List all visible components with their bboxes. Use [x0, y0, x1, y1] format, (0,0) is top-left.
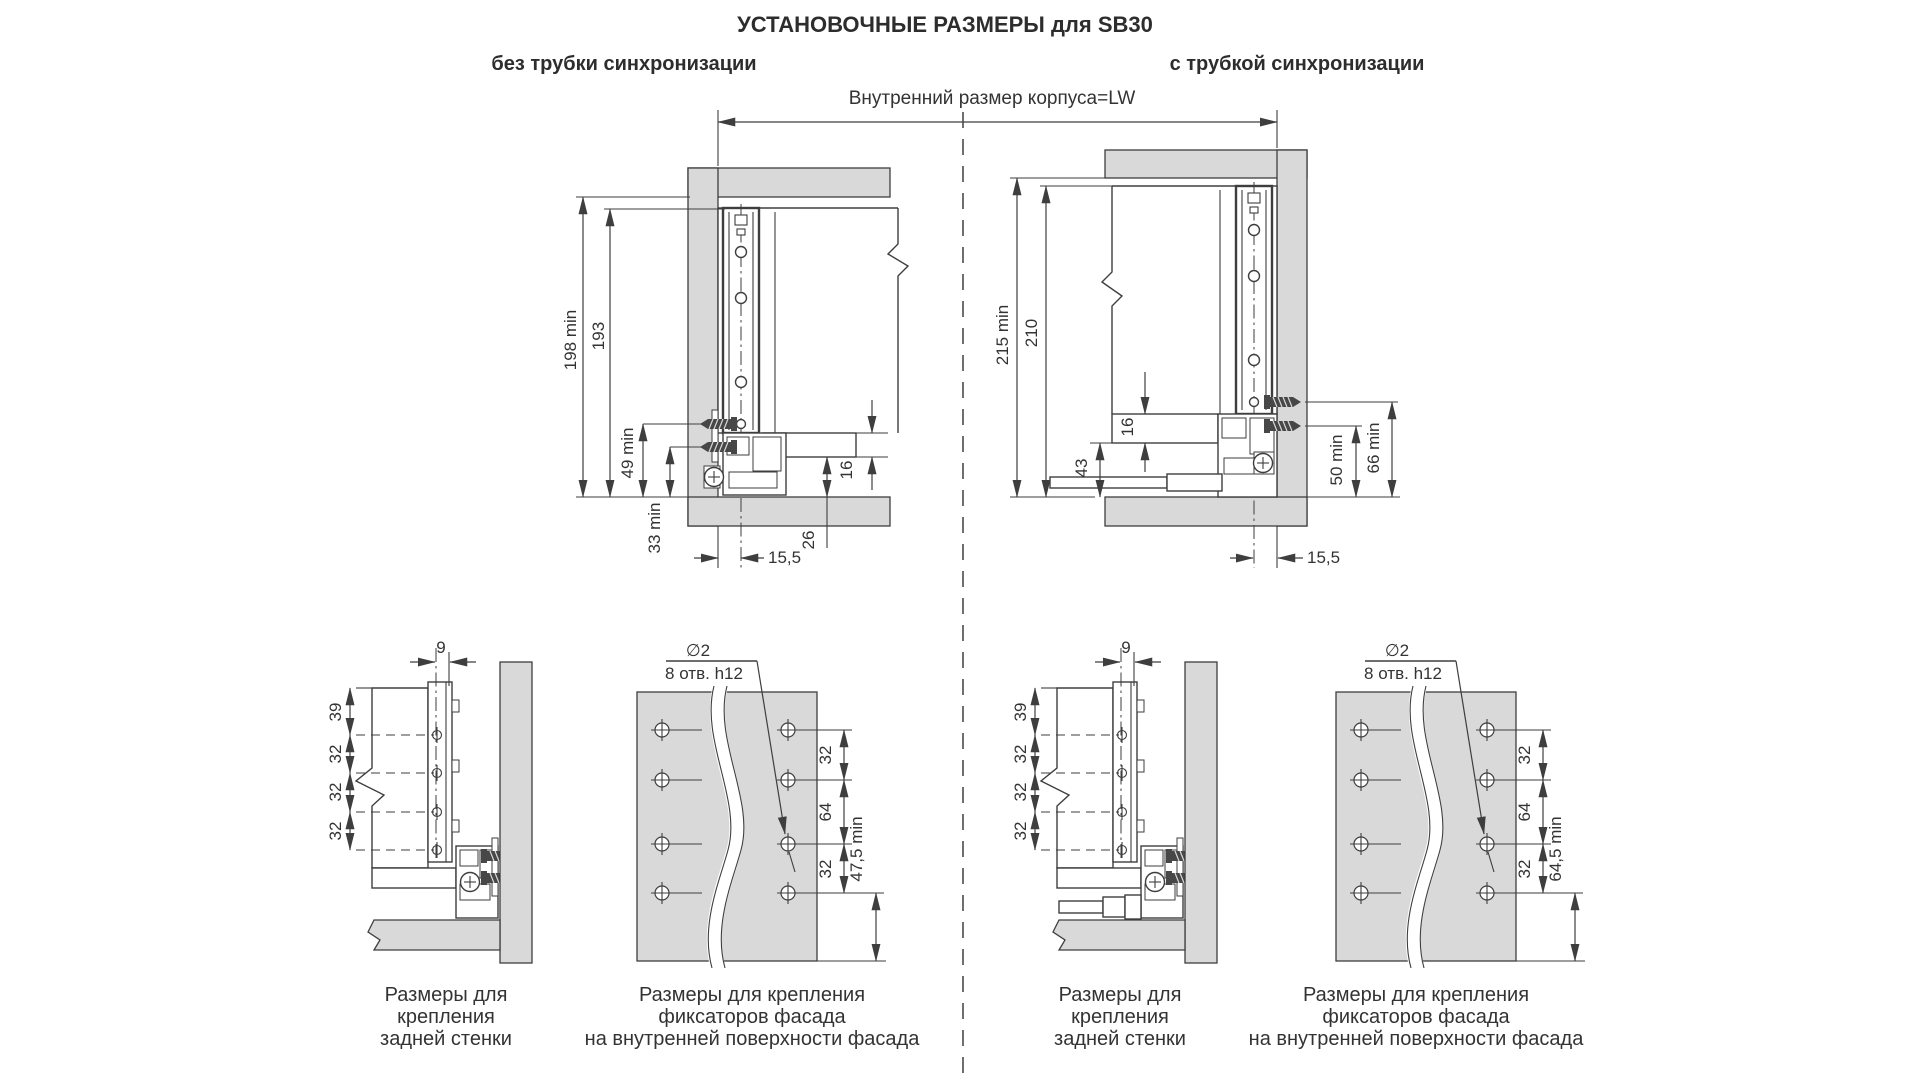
caption-line: задней стенки — [380, 1028, 512, 1050]
dim-pitch-bottom: 32 — [816, 859, 835, 879]
cabinet-bottom-panel — [1105, 497, 1307, 526]
dim-top-to-hole: 39 — [1011, 702, 1030, 722]
header — [491, 12, 1424, 75]
caption-line: задней стенки — [1054, 1028, 1186, 1050]
dim-pitch: 32 — [326, 782, 345, 802]
dim-pitch-top: 32 — [1515, 745, 1534, 765]
dim-height-outer: 215 min — [993, 304, 1012, 366]
subtitle-without-tube: без трубки синхронизации — [491, 53, 757, 75]
hole-diameter-label: ∅2 — [685, 641, 711, 660]
hole-diameter-label: ∅2 — [1384, 641, 1410, 660]
dim-screw-upper: 66 min — [1364, 422, 1383, 474]
rear-wall-view-left — [326, 638, 532, 1050]
subtitle-with-tube: с трубкой синхронизации — [1169, 53, 1425, 75]
cabinet-bottom-panel — [688, 497, 890, 526]
rear-wall-caption-left — [380, 984, 512, 1050]
holes-note-label: 8 отв. h12 — [665, 664, 743, 683]
dim-pitch-top: 32 — [816, 745, 835, 765]
caption-line: Размеры для — [384, 984, 508, 1006]
caption-line: Размеры для — [1058, 984, 1182, 1006]
dim-bottom-gap: 26 — [799, 530, 818, 550]
dim-pitch-mid: 64 — [816, 802, 835, 822]
dim-pitch: 32 — [1011, 744, 1030, 764]
dim-pitch: 32 — [326, 821, 345, 841]
caption-line: на внутренней поверхности фасада — [1248, 1028, 1584, 1050]
caption-line: крепления — [397, 1006, 495, 1028]
rear-wall-view-right — [1011, 638, 1217, 1050]
floor-panel — [1053, 920, 1185, 950]
fascia-view-left — [585, 641, 921, 1050]
dim-pitch: 32 — [1011, 782, 1030, 802]
dim-screw-lower: 33 min — [645, 502, 664, 554]
dim-screw-lower: 50 min — [1327, 434, 1346, 486]
caption-line: фиксаторов фасада — [658, 1006, 846, 1028]
inner-width-label: Внутренний размер корпуса=LW — [848, 88, 1136, 109]
floor-panel — [368, 920, 500, 950]
caption-line: на внутренней поверхности фасада — [584, 1028, 920, 1050]
caption-line: Размеры для крепления — [638, 984, 866, 1006]
dim-bottom-thickness: 16 — [837, 460, 856, 480]
dim-pitch: 32 — [1011, 821, 1030, 841]
dim-height-inner: 193 — [589, 321, 608, 351]
dim-hole-offset: 9 — [436, 638, 446, 657]
dim-top-to-hole: 39 — [326, 702, 345, 722]
dim-hole-offset: 9 — [1121, 638, 1131, 657]
rear-wall-panel — [1041, 688, 1113, 868]
dim-bottom-min: 47,5 min — [847, 816, 866, 882]
caption-line: фиксаторов фасада — [1322, 1006, 1510, 1028]
dim-height-outer: 198 min — [561, 309, 580, 371]
mounting-panel — [1185, 662, 1217, 963]
dim-bottom-thickness: 16 — [1118, 417, 1137, 437]
dim-pitch-mid: 64 — [1515, 802, 1534, 822]
dim-bottom-min: 64,5 min — [1546, 816, 1565, 882]
fascia-caption-right — [1249, 984, 1585, 1050]
dim-bottom-gap: 43 — [1072, 458, 1091, 478]
dim-pitch-bottom: 32 — [1515, 859, 1534, 879]
dim-axis-offset: 15,5 — [768, 548, 802, 567]
dim-height-inner: 210 — [1022, 318, 1041, 348]
fascia-caption-left — [585, 984, 921, 1050]
section-view-without-tube — [561, 168, 908, 568]
cabinet-side-panel — [1277, 150, 1307, 526]
caption-line: Размеры для крепления — [1302, 984, 1530, 1006]
holes-note-label: 8 отв. h12 — [1364, 664, 1442, 683]
synchronization-tube — [1059, 895, 1141, 919]
drawer-side-break — [888, 208, 908, 433]
dim-pitch: 32 — [326, 744, 345, 764]
caption-line: крепления — [1071, 1006, 1169, 1028]
rear-wall-caption-right — [1054, 984, 1186, 1050]
drawer-side-break — [1102, 186, 1122, 414]
page-title: УСТАНОВОЧНЫЕ РАЗМЕРЫ для SB30 — [737, 12, 1153, 37]
fascia-view-right — [1249, 641, 1585, 1050]
rear-wall-panel — [356, 688, 428, 868]
dim-axis-offset: 15,5 — [1307, 548, 1341, 567]
section-view-with-tube — [993, 150, 1400, 568]
mounting-panel — [500, 662, 532, 963]
dim-screw-upper: 49 min — [618, 427, 637, 479]
